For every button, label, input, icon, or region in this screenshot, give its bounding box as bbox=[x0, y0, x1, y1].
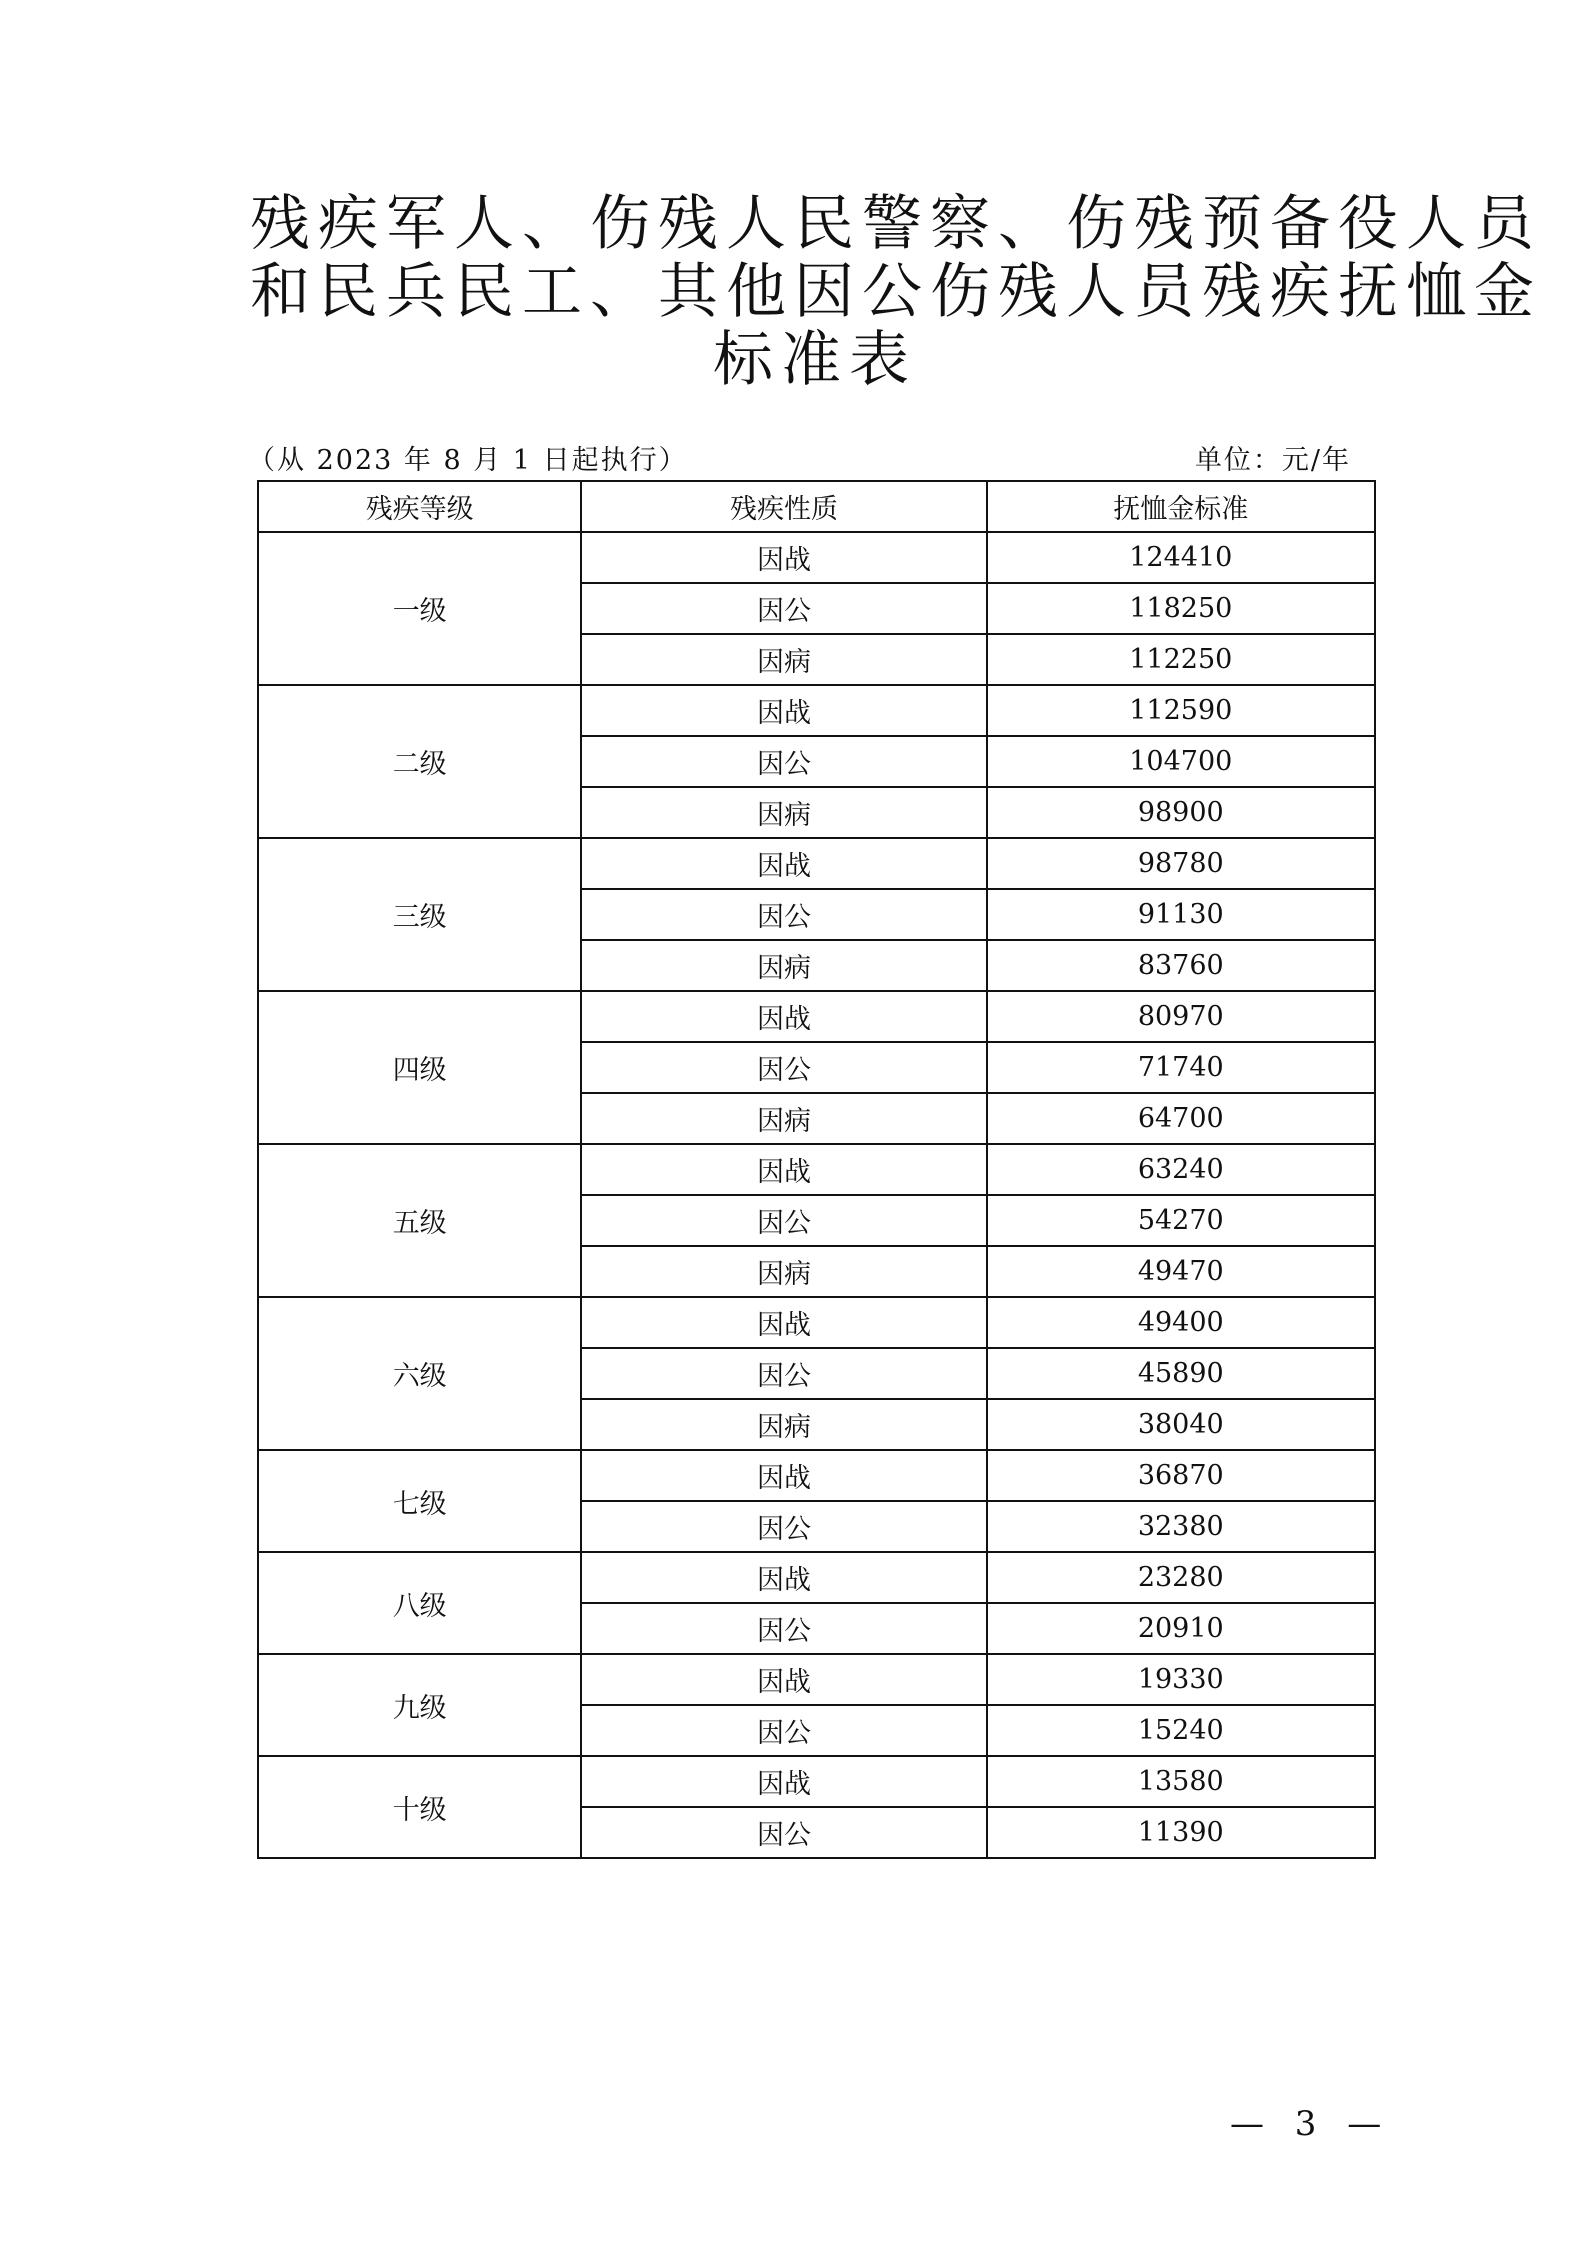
nature-cell: 因战 bbox=[581, 838, 986, 889]
level-cell: 九级 bbox=[258, 1654, 581, 1756]
nature-cell: 因公 bbox=[581, 583, 986, 634]
level-cell: 三级 bbox=[258, 838, 581, 991]
nature-cell: 因公 bbox=[581, 889, 986, 940]
amount-cell: 54270 bbox=[987, 1195, 1375, 1246]
nature-cell: 因公 bbox=[581, 736, 986, 787]
amount-cell: 124410 bbox=[987, 532, 1375, 583]
level-cell: 四级 bbox=[258, 991, 581, 1144]
amount-cell: 32380 bbox=[987, 1501, 1375, 1552]
nature-cell: 因战 bbox=[581, 1654, 986, 1705]
title-line: 残疾军人、伤残人民警察、伤残预备役人员 bbox=[250, 189, 1542, 259]
level-cell: 一级 bbox=[258, 532, 581, 685]
nature-cell: 因公 bbox=[581, 1705, 986, 1756]
nature-cell: 因战 bbox=[581, 1297, 986, 1348]
amount-cell: 112250 bbox=[987, 634, 1375, 685]
table-header-row bbox=[258, 481, 1375, 532]
header-level: 残疾等级 bbox=[258, 481, 581, 532]
level-cell: 二级 bbox=[258, 685, 581, 838]
amount-cell: 104700 bbox=[987, 736, 1375, 787]
table-row bbox=[258, 991, 1375, 1042]
amount-cell: 71740 bbox=[987, 1042, 1375, 1093]
nature-cell: 因病 bbox=[581, 1093, 986, 1144]
title-line: 标准表 bbox=[713, 325, 917, 395]
amount-cell: 112590 bbox=[987, 685, 1375, 736]
table-row bbox=[258, 1756, 1375, 1807]
nature-cell: 因战 bbox=[581, 991, 986, 1042]
table-row bbox=[258, 1552, 1375, 1603]
amount-cell: 11390 bbox=[987, 1807, 1375, 1858]
nature-cell: 因战 bbox=[581, 1144, 986, 1195]
amount-cell: 83760 bbox=[987, 940, 1375, 991]
level-cell: 八级 bbox=[258, 1552, 581, 1654]
amount-cell: 98900 bbox=[987, 787, 1375, 838]
level-cell: 七级 bbox=[258, 1450, 581, 1552]
amount-cell: 38040 bbox=[987, 1399, 1375, 1450]
amount-cell: 20910 bbox=[987, 1603, 1375, 1654]
effective-date-note: （从 2023 年 8 月 1 日起执行） bbox=[248, 445, 688, 476]
nature-cell: 因战 bbox=[581, 1756, 986, 1807]
nature-cell: 因公 bbox=[581, 1603, 986, 1654]
amount-cell: 15240 bbox=[987, 1705, 1375, 1756]
table-row bbox=[258, 1450, 1375, 1501]
nature-cell: 因战 bbox=[581, 1450, 986, 1501]
amount-cell: 80970 bbox=[987, 991, 1375, 1042]
table-row bbox=[258, 1654, 1375, 1705]
nature-cell: 因病 bbox=[581, 787, 986, 838]
nature-cell: 因病 bbox=[581, 1246, 986, 1297]
page-number: — 3 — bbox=[1230, 2104, 1392, 2144]
level-cell: 六级 bbox=[258, 1297, 581, 1450]
amount-cell: 118250 bbox=[987, 583, 1375, 634]
amount-cell: 98780 bbox=[987, 838, 1375, 889]
pension-standard-table bbox=[257, 480, 1376, 1859]
amount-cell: 23280 bbox=[987, 1552, 1375, 1603]
nature-cell: 因战 bbox=[581, 1552, 986, 1603]
nature-cell: 因病 bbox=[581, 634, 986, 685]
level-cell: 五级 bbox=[258, 1144, 581, 1297]
unit-label: 单位：元/年 bbox=[1194, 445, 1351, 476]
amount-cell: 49400 bbox=[987, 1297, 1375, 1348]
nature-cell: 因公 bbox=[581, 1807, 986, 1858]
amount-cell: 45890 bbox=[987, 1348, 1375, 1399]
table-row bbox=[258, 685, 1375, 736]
amount-cell: 13580 bbox=[987, 1756, 1375, 1807]
table-row bbox=[258, 1297, 1375, 1348]
nature-cell: 因病 bbox=[581, 940, 986, 991]
nature-cell: 因公 bbox=[581, 1195, 986, 1246]
nature-cell: 因战 bbox=[581, 685, 986, 736]
nature-cell: 因战 bbox=[581, 532, 986, 583]
level-cell: 十级 bbox=[258, 1756, 581, 1858]
amount-cell: 91130 bbox=[987, 889, 1375, 940]
nature-cell: 因病 bbox=[581, 1399, 986, 1450]
table-row bbox=[258, 532, 1375, 583]
table-row bbox=[258, 838, 1375, 889]
amount-cell: 19330 bbox=[987, 1654, 1375, 1705]
title-line: 和民兵民工、其他因公伤残人员残疾抚恤金 bbox=[250, 257, 1542, 327]
amount-cell: 64700 bbox=[987, 1093, 1375, 1144]
table-row bbox=[258, 1144, 1375, 1195]
nature-cell: 因公 bbox=[581, 1348, 986, 1399]
document-title bbox=[250, 189, 1542, 395]
nature-cell: 因公 bbox=[581, 1042, 986, 1093]
amount-cell: 49470 bbox=[987, 1246, 1375, 1297]
amount-cell: 63240 bbox=[987, 1144, 1375, 1195]
nature-cell: 因公 bbox=[581, 1501, 986, 1552]
header-nature: 残疾性质 bbox=[581, 481, 986, 532]
amount-cell: 36870 bbox=[987, 1450, 1375, 1501]
header-standard: 抚恤金标准 bbox=[987, 481, 1375, 532]
